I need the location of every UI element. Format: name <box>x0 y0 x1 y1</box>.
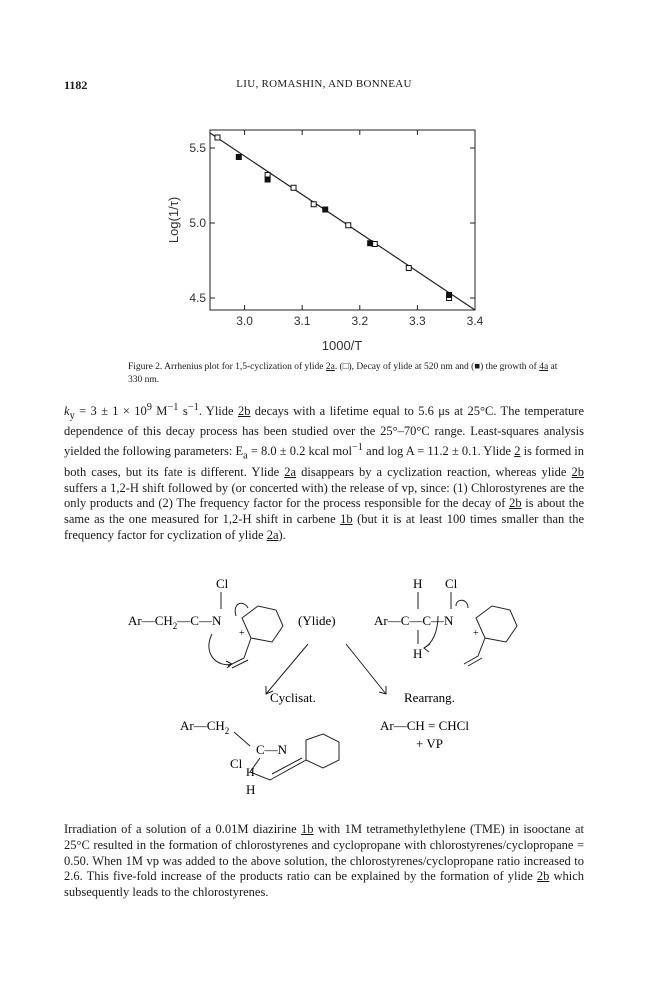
arrowhead <box>424 644 430 652</box>
bond-line <box>234 732 250 746</box>
electron-arrow <box>235 603 248 616</box>
subscript: a <box>243 450 248 462</box>
running-head: LIU, ROMASHIN, AND BONNEAU <box>236 78 412 90</box>
superscript: 9 <box>146 402 152 413</box>
hydrogen-label: H <box>413 576 423 591</box>
compound-ref: 2b <box>536 869 550 884</box>
text-run: Irradiation of a solution of a 0.01M diazirine <box>64 822 302 836</box>
chlorine-label: Cl <box>216 576 229 591</box>
x-tick-label: 3.4 <box>466 314 484 328</box>
compound-ref: 2 <box>514 444 521 459</box>
aryl-group-label <box>128 613 222 631</box>
text-run: is about the same as the one measured for 1,2-H shift in carbene <box>64 496 584 527</box>
text-run: ). <box>278 527 286 542</box>
x-tick-label: 3.0 <box>236 314 253 328</box>
vinyl-group <box>464 638 485 664</box>
hydrogen-label: H <box>246 765 255 779</box>
text-run: . Ylide <box>198 404 238 419</box>
filled-square-point <box>323 207 328 212</box>
text-run: = 8.0 ± 0.2 kcal mol <box>247 444 352 459</box>
compound-ref: 2a <box>325 362 335 372</box>
open-square-point <box>346 223 351 228</box>
double-bond <box>272 758 302 774</box>
text-run: Ar—C <box>374 613 410 628</box>
fit-line-layer <box>210 133 475 310</box>
text-run: = 3 ± 1 × 10 <box>74 404 147 419</box>
aryl-group-label <box>180 718 229 736</box>
open-square-point <box>311 202 316 207</box>
vinylpyridine-label: + VP <box>416 736 443 751</box>
compound-ref: 1b <box>340 512 353 527</box>
electron-arrow <box>209 634 232 665</box>
caption-text: . (□), Decay of ylide at 520 nm and (■) the growth of <box>334 362 537 372</box>
figure-label: Figure 2. <box>128 362 163 372</box>
chlorine-label: Cl <box>445 576 458 591</box>
page-number: 1182 <box>64 78 88 92</box>
text-run: —C—N <box>177 613 222 628</box>
text-run: is formed in both cases, but its fate is different. Ylide <box>64 444 584 479</box>
electron-arrow <box>456 600 468 608</box>
superscript: −1 <box>187 402 199 413</box>
open-square-point <box>291 185 296 190</box>
text-run: s <box>178 404 188 419</box>
y-tick-label: 5.5 <box>189 141 206 155</box>
y-tick-label: 5.0 <box>189 216 206 230</box>
compound-ref: 2b <box>509 496 522 511</box>
text-run: with 1M tetramethylethylene (TME) in isooctane at 25°C resulted in the formation of chlorostyrenes and cyclopropane with chlorostyrenes/cyclopropane = 0.50. When 1M vp was added to the above solution, the chlorostyrenes/cyclopropane ratio increased to 2.6. This five-fold increase of the products ratio can be explained by the formation of ylide <box>64 822 584 884</box>
y-tick-label: 4.5 <box>189 291 206 305</box>
hydrogen-label: H <box>413 646 423 661</box>
subscript: y <box>69 410 75 422</box>
filled-square-point <box>368 241 373 246</box>
compound-ref: 2b <box>571 464 584 479</box>
chlorine-label: Cl <box>230 756 243 771</box>
pyridinium-ring <box>242 606 283 642</box>
filled-square-point <box>236 155 241 160</box>
rate-symbol: k <box>64 404 70 419</box>
caption-text: Arrhenius plot for 1,5-cyclization of ylide <box>164 362 324 372</box>
text-run: Ar—CH <box>128 613 173 628</box>
pyridinium-ring <box>476 606 517 642</box>
text-run: decays with a lifetime equal to 5.6 μs at 25°C. The temperature dependence of this decay process has been studied over the 25°–70°C range. Least-squares analysis yielded the following parameters: E <box>64 404 585 459</box>
x-tick-label: 3.3 <box>409 314 426 328</box>
y-axis-ticks <box>189 141 475 305</box>
text-run: which subsequently leads to the chlorostyrenes. <box>64 869 584 900</box>
arrhenius-plot <box>150 120 490 355</box>
filled-square-point <box>447 293 452 298</box>
compound-ref: 2b <box>237 404 251 419</box>
aryl-group-label <box>374 613 454 628</box>
figure-caption <box>128 361 558 387</box>
text-run: M <box>151 404 168 419</box>
compound-ref: 2a <box>284 464 297 479</box>
pyridine-ring <box>306 734 339 768</box>
vinyl-double-bond <box>232 660 248 668</box>
caption-text: at 330 nm. <box>128 362 558 385</box>
text-run: suffers a 1,2-H shift followed by (or concerted with) the release of vp, since: (1) Chlorostyrenes are the only products and (2) The frequency factor for the process responsible for the decay of <box>64 480 584 511</box>
text-run: —C—N <box>409 613 454 628</box>
x-tick-label: 3.1 <box>293 314 311 328</box>
x-axis-label: 1000/T <box>321 338 363 353</box>
vinyl-double-bond <box>468 658 482 666</box>
filled-square-point <box>265 177 270 182</box>
text-run: and log A = 11.2 ± 0.1. Ylide <box>363 444 515 459</box>
charge-label: + <box>473 628 479 639</box>
compound-ref: 2a <box>266 527 279 542</box>
cyclisation-label: Cyclisat. <box>270 690 316 705</box>
subscript: 2 <box>224 726 230 736</box>
cyclisation-arrow <box>266 644 308 694</box>
paragraph-2 <box>64 822 584 901</box>
charge-label: + <box>239 628 245 639</box>
fit-line <box>210 133 475 310</box>
text-run: Ar—CH <box>180 718 225 733</box>
rearrangement-arrow <box>346 644 386 694</box>
subscript: 2 <box>172 621 178 631</box>
superscript: −1 <box>351 442 364 454</box>
text-run: (but it is at least 100 times smaller than the frequency factor for cyclization of ylide <box>64 512 584 542</box>
vinyl-group <box>228 638 251 666</box>
text-run: disappears by a cyclization reaction, whereas ylide <box>296 464 572 479</box>
open-square-point <box>215 135 220 140</box>
ring-atoms-label: C—N <box>256 742 288 757</box>
superscript: −1 <box>167 402 179 413</box>
bond-line <box>250 758 306 780</box>
x-tick-label: 3.2 <box>351 314 369 328</box>
hydrogen-label: H <box>246 782 256 797</box>
paragraph-1 <box>64 400 584 544</box>
reaction-scheme <box>120 572 540 802</box>
compound-ref: 1b <box>301 822 314 836</box>
open-square-point <box>406 266 411 271</box>
chlorostyrene-label: Ar—CH = CHCl <box>380 718 469 733</box>
y-axis-label: Log(1/τ) <box>166 196 181 244</box>
rearrangement-label: Rearrang. <box>404 690 455 705</box>
compound-ref: 4a <box>539 362 549 372</box>
ylide-label: (Ylide) <box>298 613 336 628</box>
